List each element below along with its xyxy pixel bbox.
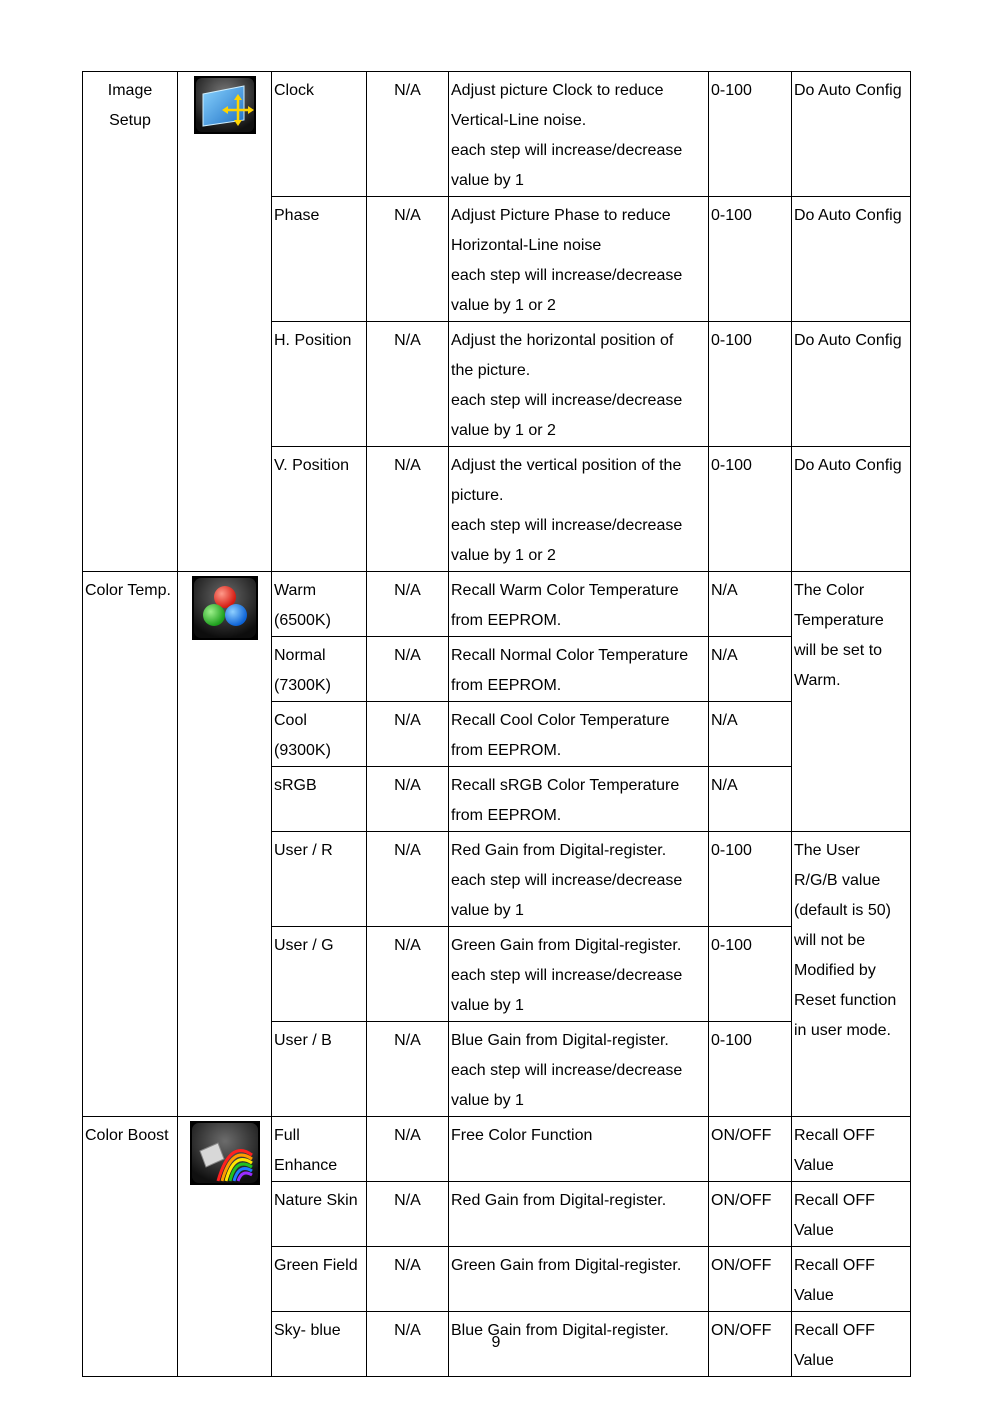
item-srgb: sRGB xyxy=(272,767,367,832)
page-number: 9 xyxy=(491,1334,501,1351)
item-clock: Clock xyxy=(272,72,367,197)
range: N/A xyxy=(709,637,792,702)
range: 0-100 xyxy=(709,197,792,322)
range: 0-100 xyxy=(709,447,792,572)
image-setup-icon xyxy=(194,76,256,134)
description: Adjust picture Clock to reduce Vertical-Line noise. each step will increase/decrease value by 1 xyxy=(449,72,709,197)
section-image-setup: Image Setup xyxy=(83,72,178,572)
setting-value: N/A xyxy=(367,572,449,637)
item-full-enhance: Full Enhance xyxy=(272,1117,367,1182)
setting-value: N/A xyxy=(367,637,449,702)
range: N/A xyxy=(709,572,792,637)
item-phase: Phase xyxy=(272,197,367,322)
item-h-position: H. Position xyxy=(272,322,367,447)
range: 0-100 xyxy=(709,322,792,447)
setting-value: N/A xyxy=(367,1022,449,1117)
table-row xyxy=(83,1117,911,1182)
setting-value: N/A xyxy=(367,1117,449,1182)
item-warm: Warm (6500K) xyxy=(272,572,367,637)
reset-behavior: Recall OFF Value xyxy=(792,1182,911,1247)
description: Blue Gain from Digital-register. xyxy=(449,1312,709,1377)
setting-value: N/A xyxy=(367,767,449,832)
description: Recall Normal Color Temperature from EEPROM. xyxy=(449,637,709,702)
setting-value: N/A xyxy=(367,1312,449,1377)
setting-value: N/A xyxy=(367,197,449,322)
reset-behavior: The User R/G/B value (default is 50) will not be Modified by Reset function in user mode. xyxy=(792,832,911,1117)
description: Adjust Picture Phase to reduce Horizontal-Line noise each step will increase/decrease value by 1 or 2 xyxy=(449,197,709,322)
description: Recall Cool Color Temperature from EEPROM. xyxy=(449,702,709,767)
setting-value: N/A xyxy=(367,1247,449,1312)
description: Adjust the vertical position of the picture. each step will increase/decrease value by 1 or 2 xyxy=(449,447,709,572)
reset-behavior: Do Auto Config xyxy=(792,197,911,322)
range: 0-100 xyxy=(709,832,792,927)
item-user-r: User / R xyxy=(272,832,367,927)
range: 0-100 xyxy=(709,72,792,197)
item-user-g: User / G xyxy=(272,927,367,1022)
item-normal: Normal (7300K) xyxy=(272,637,367,702)
item-v-position: V. Position xyxy=(272,447,367,572)
setting-value: N/A xyxy=(367,1182,449,1247)
setting-value: N/A xyxy=(367,72,449,197)
description: Green Gain from Digital-register. xyxy=(449,1247,709,1312)
color-boost-icon xyxy=(190,1121,260,1185)
reset-behavior: The Color Temperature will be set to Warm. xyxy=(792,572,911,832)
description: Red Gain from Digital-register. xyxy=(449,1182,709,1247)
range: N/A xyxy=(709,702,792,767)
section-color-boost: Color Boost xyxy=(83,1117,178,1377)
setting-value: N/A xyxy=(367,702,449,767)
range: ON/OFF xyxy=(709,1247,792,1312)
reset-behavior: Recall OFF Value xyxy=(792,1247,911,1312)
range: ON/OFF xyxy=(709,1312,792,1377)
table-row xyxy=(83,572,911,637)
range: ON/OFF xyxy=(709,1182,792,1247)
description: Red Gain from Digital-register. each step will increase/decrease value by 1 xyxy=(449,832,709,927)
setting-value: N/A xyxy=(367,447,449,572)
table-row xyxy=(83,72,911,197)
item-nature-skin: Nature Skin xyxy=(272,1182,367,1247)
item-user-b: User / B xyxy=(272,1022,367,1117)
reset-behavior: Do Auto Config xyxy=(792,447,911,572)
description: Recall Warm Color Temperature from EEPROM. xyxy=(449,572,709,637)
description: Green Gain from Digital-register. each step will increase/decrease value by 1 xyxy=(449,927,709,1022)
description: Free Color Function xyxy=(449,1117,709,1182)
range: ON/OFF xyxy=(709,1117,792,1182)
range: 0-100 xyxy=(709,1022,792,1117)
setting-value: N/A xyxy=(367,322,449,447)
item-sky-blue: Sky- blue xyxy=(272,1312,367,1377)
osd-function-table xyxy=(82,71,911,1377)
reset-behavior: Recall OFF Value xyxy=(792,1312,911,1377)
color-temp-icon xyxy=(192,576,258,640)
range: N/A xyxy=(709,767,792,832)
description: Adjust the horizontal position of the picture. each step will increase/decrease value by 1 or 2 xyxy=(449,322,709,447)
description: Recall sRGB Color Temperature from EEPROM. xyxy=(449,767,709,832)
item-cool: Cool (9300K) xyxy=(272,702,367,767)
section-color-temp: Color Temp. xyxy=(83,572,178,1117)
reset-behavior: Recall OFF Value xyxy=(792,1117,911,1182)
range: 0-100 xyxy=(709,927,792,1022)
reset-behavior: Do Auto Config xyxy=(792,72,911,197)
description: Blue Gain from Digital-register. each step will increase/decrease value by 1 xyxy=(449,1022,709,1117)
setting-value: N/A xyxy=(367,832,449,927)
setting-value: N/A xyxy=(367,927,449,1022)
reset-behavior: Do Auto Config xyxy=(792,322,911,447)
item-green-field: Green Field xyxy=(272,1247,367,1312)
